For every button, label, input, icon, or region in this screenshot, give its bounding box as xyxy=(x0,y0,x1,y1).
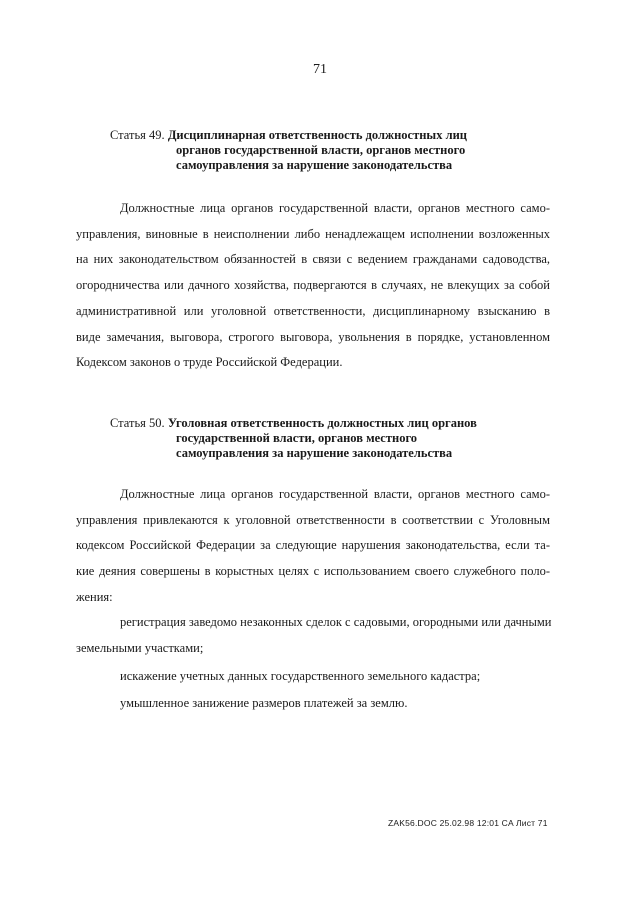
paragraph-line: искажение учетных данных государственного земельного кадастра; xyxy=(120,669,481,683)
article-49-title-line-2: органов государственной власти, органов местного xyxy=(176,143,466,157)
document-footer: ZAK56.DOC 25.02.98 12:01 CA Лист 71 xyxy=(388,818,548,828)
paragraph-line: земельными участками; xyxy=(76,640,204,655)
paragraph-line: на них законодательством обязанностей в связи с ведением гражданами садоводства, xyxy=(76,252,550,267)
article-50-title-line-1: Уголовная ответственность должностных лиц органов xyxy=(167,416,477,430)
article-50-paragraph xyxy=(76,482,550,611)
article-50-item-registration xyxy=(76,610,550,661)
paragraph-line: Должностные лица органов государственной власти, органов местного само- xyxy=(120,487,550,501)
paragraph-line: регистрация заведомо незаконных сделок с садовыми, огородными или дачными xyxy=(120,615,552,629)
article-49-title-line-3: самоуправления за нарушение законодательства xyxy=(176,158,453,172)
paragraph-line: огородничества или дачного хозяйства, подвергаются в случаях, не влекущих за собой xyxy=(76,278,550,293)
article-50-number: Статья 50. xyxy=(110,416,165,430)
paragraph-line: кодексом Российской Федерации за следующие нарушения законодательства, если та- xyxy=(76,538,550,553)
paragraph-line: умышленное занижение размеров платежей за землю. xyxy=(120,696,408,710)
article-50-item-payments xyxy=(76,691,550,717)
page-number: 71 xyxy=(313,62,327,77)
paragraph-line: Кодексом законов о труде Российской Федерации. xyxy=(76,355,343,370)
article-50-heading-line-1 xyxy=(110,416,580,431)
paragraph-line: Должностные лица органов государственной власти, органов местного само- xyxy=(120,201,550,215)
paragraph-line: управления привлекаются к уголовной ответственности в соответствии с Уголовным xyxy=(76,512,550,527)
paragraph-line: кие деяния совершены в корыстных целях с использованием своего служебного поло- xyxy=(76,564,550,579)
paragraph-line: административной или уголовной ответственности, дисциплинарному взысканию в xyxy=(76,303,550,318)
paragraph-line: жения: xyxy=(76,589,113,604)
paragraph-line: управления, виновные в неисполнении либо ненадлежащем исполнении возложенных xyxy=(76,226,550,241)
paragraph-line: виде замечания, выговора, строгого выговора, увольнения в порядке, установленном xyxy=(76,329,550,344)
article-50-heading xyxy=(110,416,580,461)
article-49-paragraph xyxy=(76,196,550,376)
article-49-heading-line-1 xyxy=(110,128,580,143)
article-50-item-cadastre xyxy=(76,664,550,690)
article-50-title-line-3: самоуправления за нарушение законодательства xyxy=(176,446,453,460)
article-49-heading xyxy=(110,128,580,173)
article-50-title-line-2: государственной власти, органов местного xyxy=(176,431,418,445)
article-49-title-line-1: Дисциплинарная ответственность должностных лиц xyxy=(167,128,467,142)
article-49-number: Статья 49. xyxy=(110,128,165,142)
